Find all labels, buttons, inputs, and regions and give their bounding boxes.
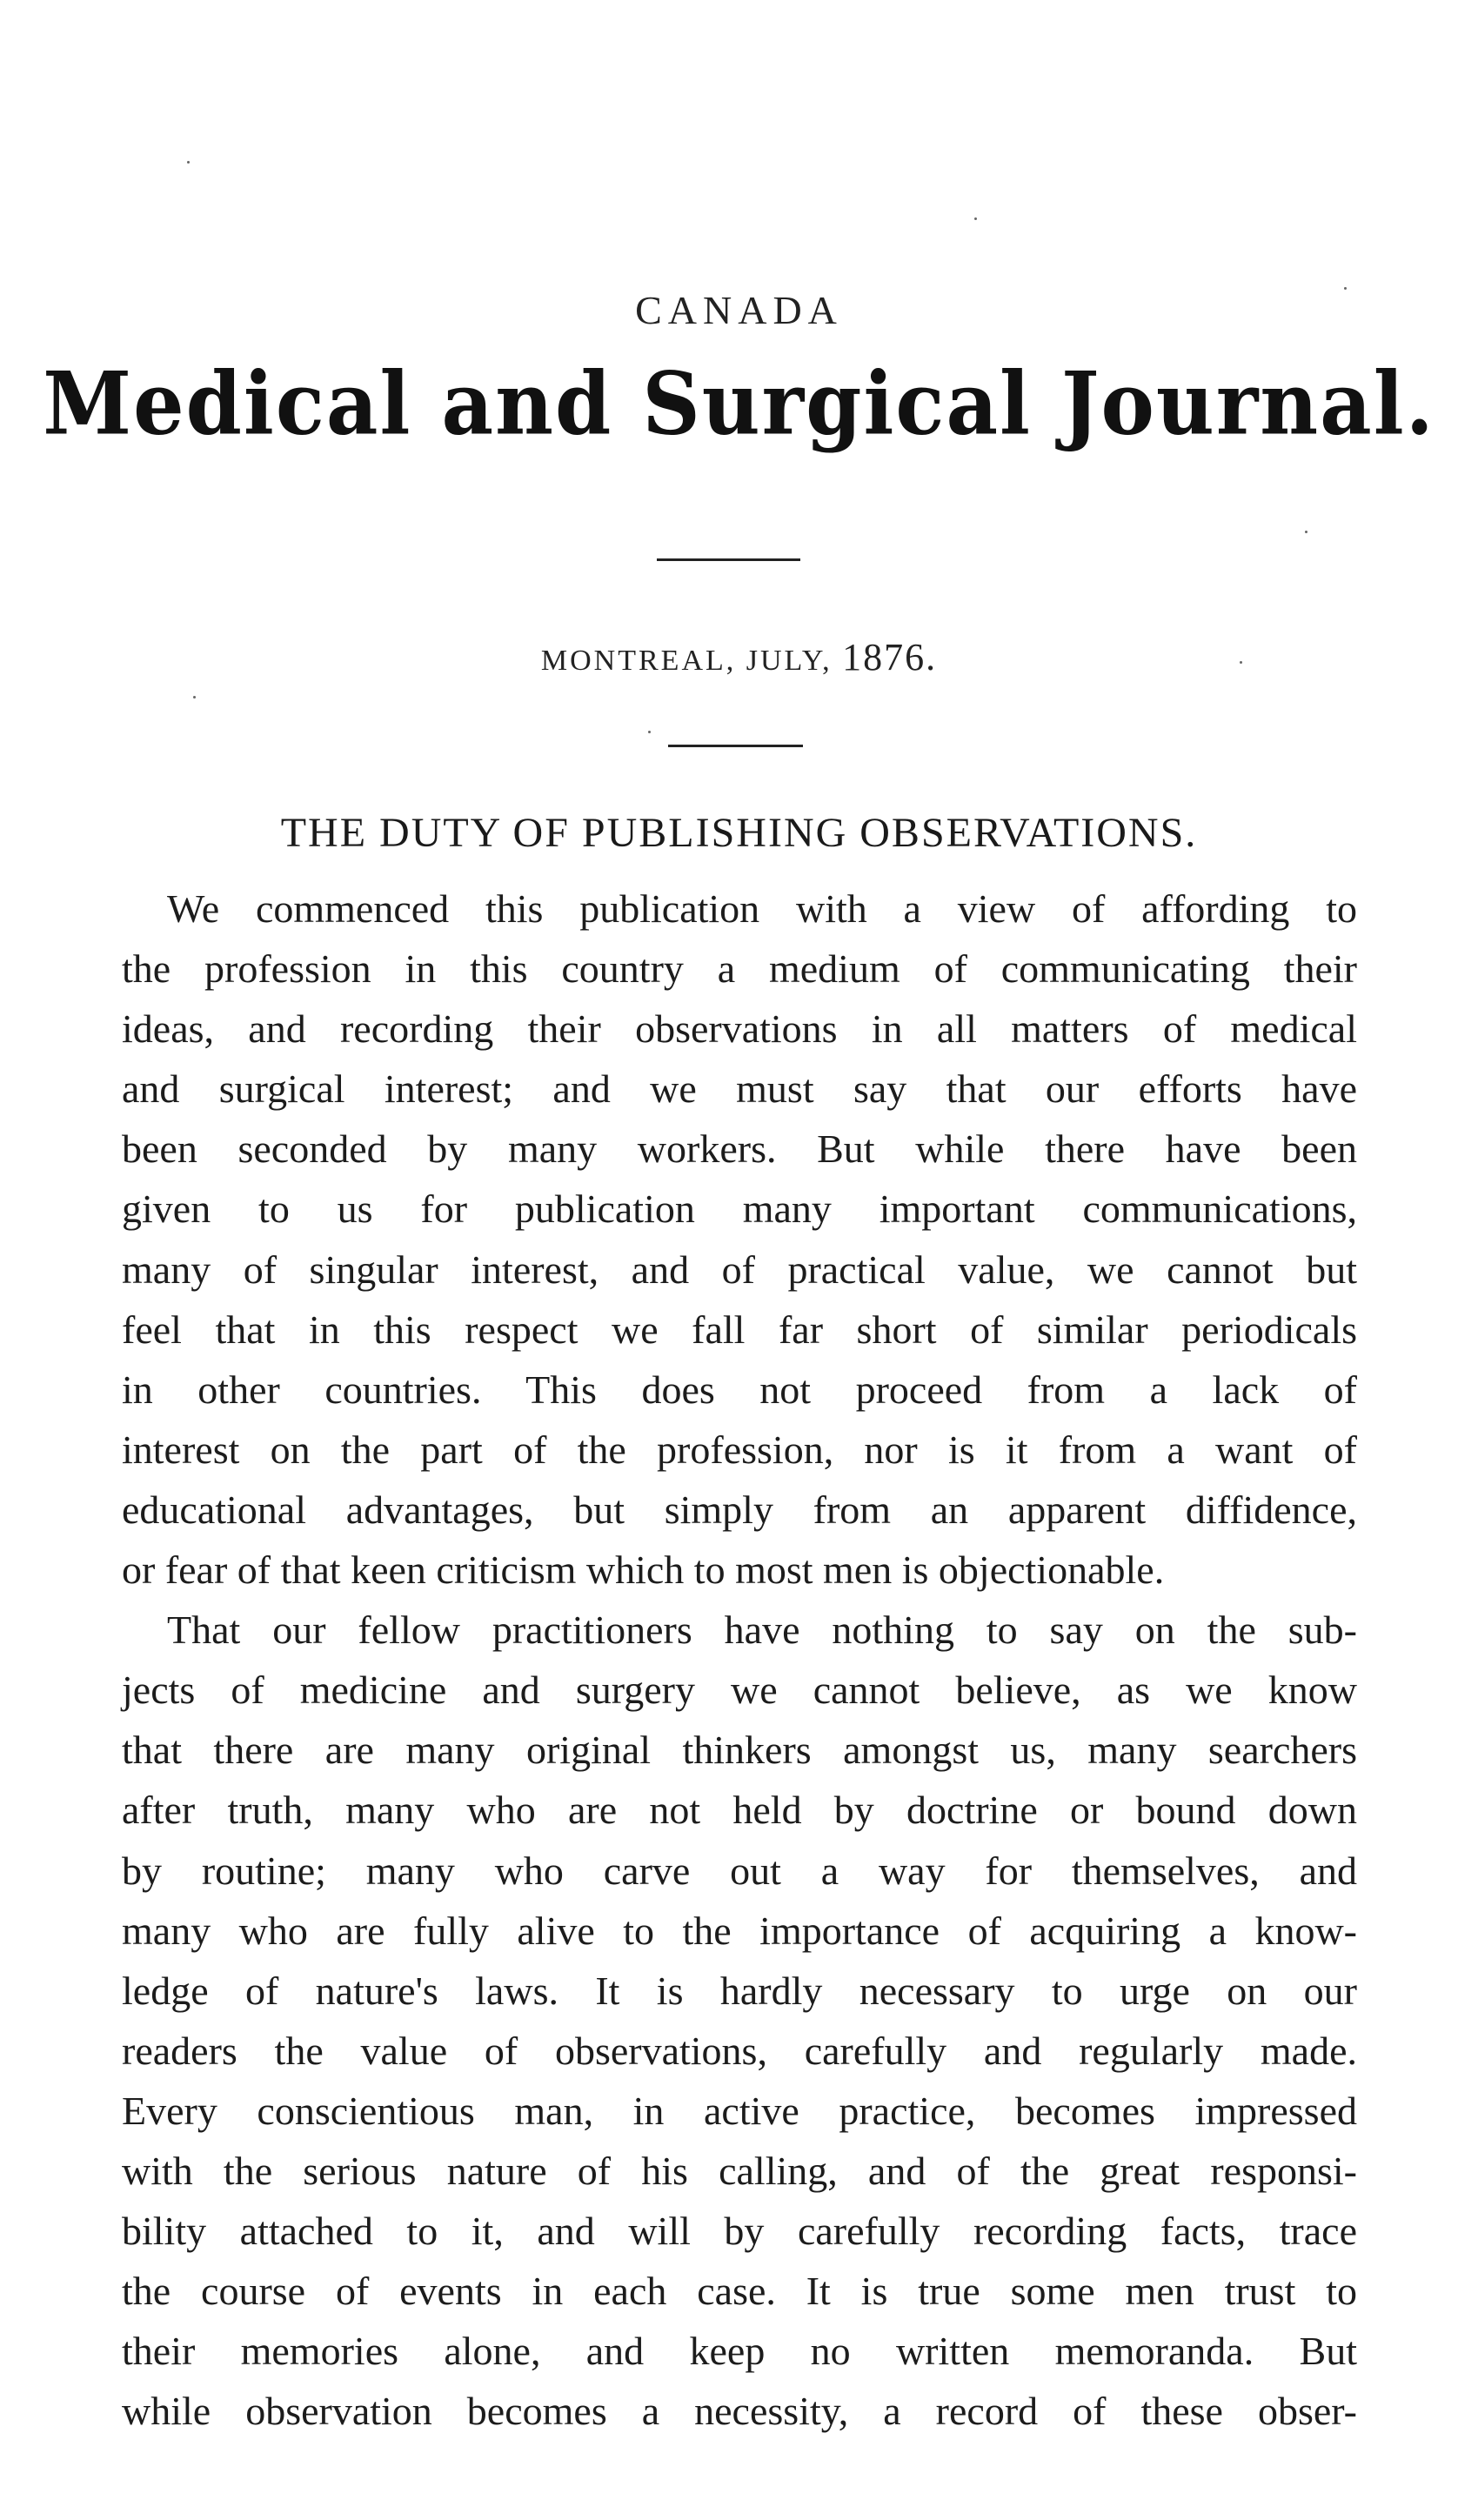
text-line: bility attached to it, and will by carefully recording facts, trace (122, 2209, 1357, 2254)
scan-speck (1240, 661, 1242, 664)
text-line: jects of medicine and surgery we cannot believe, as we know (122, 1668, 1357, 1713)
text-line: readers the value of observations, carefully and regularly made. (122, 2028, 1357, 2073)
text-line: Every conscientious man, in active practice, becomes impressed (122, 2088, 1357, 2133)
text-line: That our fellow practitioners have nothing to say on the sub- (167, 1608, 1357, 1653)
text-line: while observation becomes a necessity, a record of these obser- (122, 2389, 1357, 2434)
article-title: THE DUTY OF PUBLISHING OBSERVATIONS. (280, 810, 1198, 856)
scan-speck (648, 731, 651, 733)
article-body (122, 879, 1357, 2441)
scan-speck (187, 161, 190, 164)
text-line: feel that in this respect we fall far short of similar periodicals (122, 1307, 1357, 1352)
dateline-year: 1876. (842, 636, 938, 678)
text-line: after truth, many who are not held by doctrine or bound down (122, 1788, 1357, 1833)
text-line: We commenced this publication with a view of affording to (167, 886, 1357, 931)
text-line: ledge of nature's laws. It is hardly necessary to urge on our (122, 1968, 1357, 2013)
divider-rule-bottom (668, 745, 803, 747)
kicker-canada: CANADA (635, 288, 843, 332)
divider-rule-top (657, 558, 800, 561)
text-line: many of singular interest, and of practical value, we cannot but (122, 1247, 1357, 1292)
text-line: ideas, and recording their observations in all matters of medical (122, 1006, 1357, 1052)
dateline-place-month: MONTREAL, JULY, (540, 645, 833, 677)
text-line: given to us for publication many important communications, (122, 1186, 1357, 1232)
dateline (0, 635, 1478, 679)
journal-masthead: Medical and Surgical Journal. (43, 352, 1435, 455)
text-line: and surgical interest; and we must say that our efforts have (122, 1066, 1357, 1112)
text-line: with the serious nature of his calling, and of the great responsi- (122, 2148, 1357, 2193)
scan-speck (1305, 531, 1307, 533)
text-line: the course of events in each case. It is true some men trust to (122, 2269, 1357, 2314)
text-line: by routine; many who carve out a way for themselves, and (122, 1848, 1357, 1893)
text-line: the profession in this country a medium of communicating their (122, 946, 1357, 992)
text-line: in other countries. This does not proceed from a lack of (122, 1367, 1357, 1412)
scan-speck (1344, 287, 1347, 290)
text-line: educational advantages, but simply from an apparent diffidence, (122, 1487, 1357, 1532)
text-line: many who are fully alive to the importance of acquiring a know- (122, 1908, 1357, 1953)
text-line: their memories alone, and keep no written memoranda. But (122, 2329, 1357, 2374)
scan-speck (974, 217, 977, 220)
text-line: interest on the part of the profession, nor is it from a want of (122, 1427, 1357, 1472)
text-line: that there are many original thinkers amongst us, many searchers (122, 1728, 1357, 1773)
text-line: or fear of that keen criticism which to most men is objectionable. (122, 1547, 1165, 1593)
scan-speck (193, 696, 196, 699)
text-line: been seconded by many workers. But while there have been (122, 1126, 1357, 1172)
